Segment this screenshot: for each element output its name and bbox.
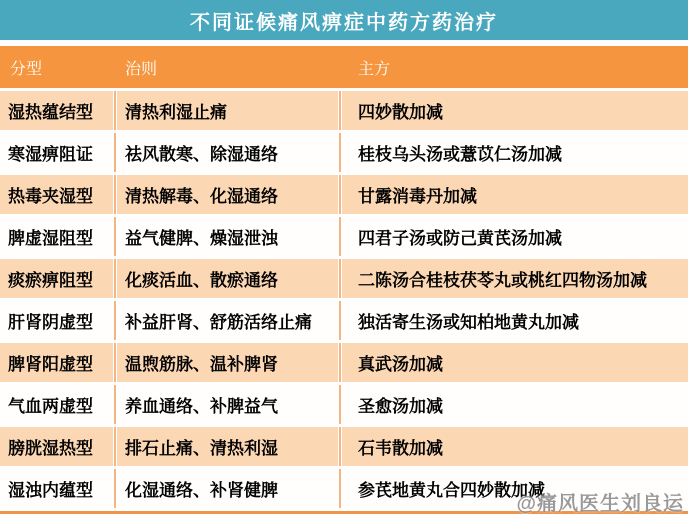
row-principle-cell: 温煦筋脉、温补脾肾: [117, 343, 338, 382]
table-bottom-border: [0, 511, 688, 514]
row-type-cell: 肝肾阴虚型: [0, 301, 113, 340]
table-row: [0, 343, 688, 382]
table-header: [0, 46, 688, 88]
row-type-cell: 湿热蕴结型: [0, 91, 113, 130]
row-type-cell: 寒湿痹阻证: [0, 133, 113, 172]
row-type-cell: 痰瘀痹阻型: [0, 259, 113, 298]
row-prescription-cell: 二陈汤合桂枝茯苓丸或桃红四物汤加减: [342, 259, 688, 298]
row-type-cell: 脾肾阳虚型: [0, 343, 113, 382]
row-prescription-cell: 独活寄生汤或知柏地黄丸加减: [342, 301, 688, 340]
table-body: [0, 91, 688, 508]
page-title: 不同证候痛风痹症中药方药治疗: [190, 11, 498, 34]
table-row: [0, 469, 688, 508]
table-row: [0, 259, 688, 298]
row-principle-cell: 补益肝肾、舒筋活络止痛: [117, 301, 338, 340]
row-type-cell: 脾虚湿阻型: [0, 217, 113, 256]
row-principle-cell: 益气健脾、燥湿泄浊: [117, 217, 338, 256]
row-type-cell: 热毒夹湿型: [0, 175, 113, 214]
row-principle-cell: 养血通络、补脾益气: [117, 385, 338, 424]
column-header-prescription: 主方: [358, 60, 391, 78]
row-type-cell: 膀胱湿热型: [0, 427, 113, 466]
row-prescription-cell: 桂枝乌头汤或薏苡仁汤加减: [342, 133, 688, 172]
row-principle-cell: 排石止痛、清热利湿: [117, 427, 338, 466]
table-row: [0, 175, 688, 214]
row-prescription-cell: 甘露消毒丹加减: [342, 175, 688, 214]
table-row: [0, 217, 688, 256]
title-bar: [0, 0, 688, 40]
row-type-cell: 气血两虚型: [0, 385, 113, 424]
table-row: [0, 427, 688, 466]
row-prescription-cell: 真武汤加减: [342, 343, 688, 382]
row-principle-cell: 清热利湿止痛: [117, 91, 338, 130]
row-prescription-cell: 石韦散加减: [342, 427, 688, 466]
table-row: [0, 301, 688, 340]
row-type-cell: 湿浊内蕴型: [0, 469, 113, 508]
row-principle-cell: 清热解毒、化湿通络: [117, 175, 338, 214]
table-row: [0, 385, 688, 424]
row-principle-cell: 化湿通络、补肾健脾: [117, 469, 338, 508]
row-prescription-cell: 圣愈汤加减: [342, 385, 688, 424]
row-prescription-cell: 四君子汤或防己黄芪汤加减: [342, 217, 688, 256]
column-header-principle: 治则: [125, 60, 158, 78]
column-header-type: 分型: [10, 60, 43, 78]
row-prescription-cell: 四妙散加减: [342, 91, 688, 130]
table-row: [0, 133, 688, 172]
watermark: @痛风医生刘良运: [516, 493, 684, 515]
table-row: [0, 91, 688, 130]
row-prescription-cell: 参芪地黄丸合四妙散加减: [342, 469, 688, 508]
row-principle-cell: 化痰活血、散瘀通络: [117, 259, 338, 298]
row-principle-cell: 祛风散寒、除湿通络: [117, 133, 338, 172]
